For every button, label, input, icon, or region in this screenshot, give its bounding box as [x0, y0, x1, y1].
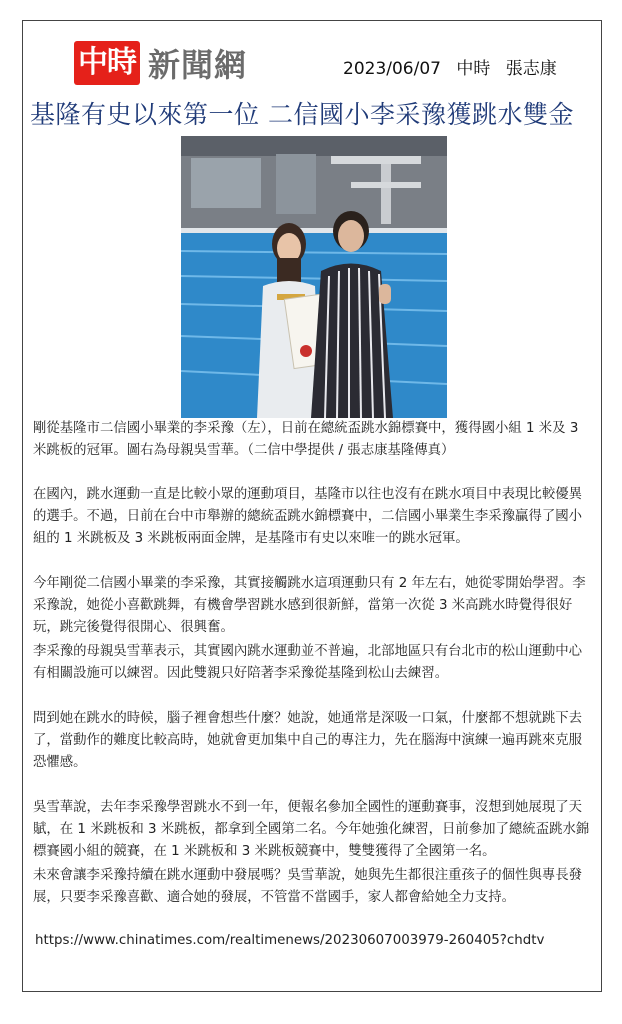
publish-date: 2023/06/07 [343, 59, 441, 79]
author: 張志康 [505, 59, 557, 79]
source-link[interactable]: https://www.chinatimes.com/realtimenews/20230607003979-260405?chdtv [35, 933, 545, 948]
paragraph-6: 未來會讓李采豫持續在跳水運動中發展嗎？吳雪華說，她與先生都很注重孩子的個性與專長發展，只要李采豫喜歡、適合她的發展，不管當不當國手，家人都會給她全力支持。 [33, 868, 583, 905]
logo-badge: 中時 [74, 41, 140, 85]
byline [343, 54, 557, 79]
paragraph-5: 吳雪華說，去年李采豫學習跳水不到一年，便報名參加全國性的運動賽事，沒想到她展現了天賦，在 1 米跳板和 3 米跳板，都拿到全國第二名。今年她強化練習，日前參加了總統盃跳水錦標賽國小組的競賽，在 1 米跳板和 3 米跳板競賽中，雙雙獲得了全國第一名。 [33, 800, 590, 859]
paragraph-2: 今年剛從二信國小畢業的李采豫，其實接觸跳水這項運動只有 2 年左右，她從零開始學習。李采豫說，她從小喜歡跳舞，有機會學習跳水感到很新鮮，當第一次從 3 米高跳水時覺得很好玩，跳完後覺得很開心、很興奮。 [33, 576, 586, 635]
paragraph-4: 問到她在跳水的時候，腦子裡會想些什麼？她說，她通常是深吸一口氣，什麼都不想就跳下去了，當動作的難度比較高時，她就會更加集中自己的專注力，先在腦海中演練一遍再跳來克服恐懼感。 [33, 711, 583, 770]
logo-name: 新聞網 [148, 46, 248, 84]
article-photo [181, 136, 447, 418]
photo-illustration [181, 136, 447, 418]
photo-caption: 剛從基隆市二信國小畢業的李采豫（左），日前在總統盃跳水錦標賽中，獲得國小組 1 米及 3 米跳板的冠軍。圖右為母親吳雪華。（二信中學提供 / 張志康基隆傳真） [33, 421, 579, 458]
article-headline: 基隆有史以來第一位 二信國小李采豫獲跳水雙金 [30, 100, 574, 129]
chinatimes-logo [74, 41, 247, 85]
paragraph-3: 李采豫的母親吳雪華表示，其實國內跳水運動並不普遍，北部地區只有台北市的松山運動中心有相關設施可以練習。因此雙親只好陪著李采豫從基隆到松山去練習。 [33, 644, 583, 681]
paragraph-1: 在國內，跳水運動一直是比較小眾的運動項目，基隆市以往也沒有在跳水項目中表現比較優異的選手。不過，日前在台中市舉辦的總統盃跳水錦標賽中，二信國小畢業生李采豫贏得了國小組的 1 米跳板及 3 米跳板兩面金牌，是基隆市有史以來唯一的跳水冠軍。 [33, 487, 583, 546]
source: 中時 [456, 59, 491, 79]
